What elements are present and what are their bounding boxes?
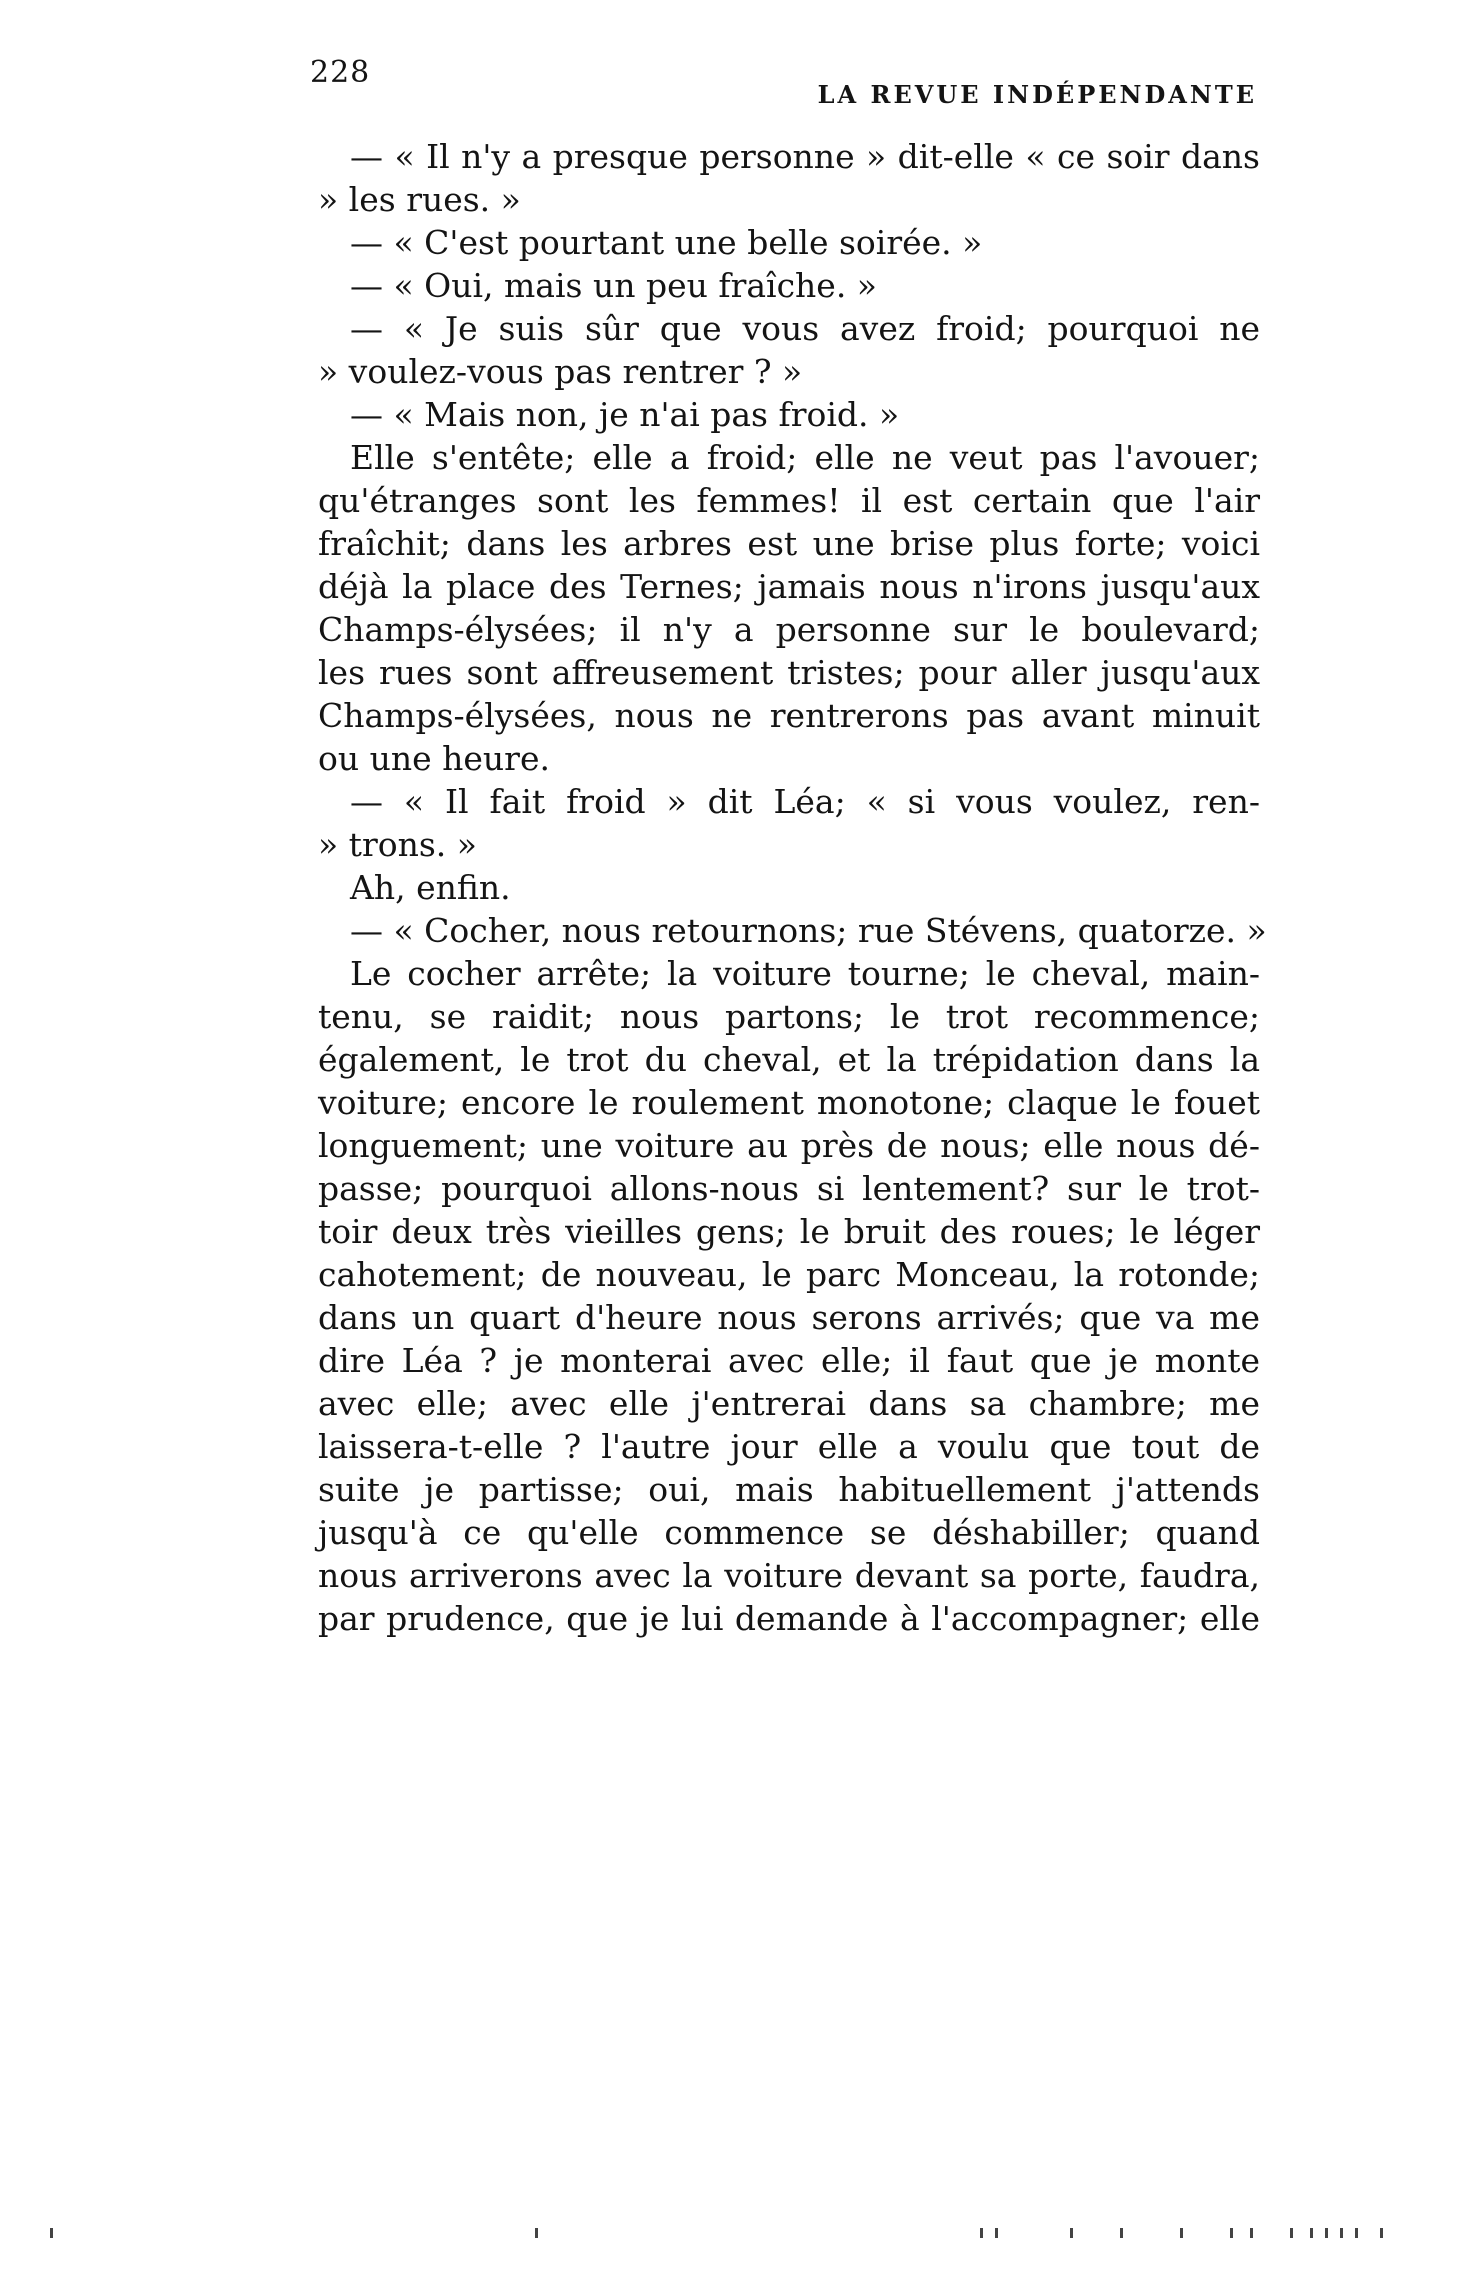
text-line: les rues sont affreusement tristes; pour aller jusqu'aux (318, 653, 1260, 692)
text-line: » trons. » (318, 825, 477, 864)
text-line: — « Il n'y a presque personne » dit-elle « ce soir dans (350, 137, 1260, 176)
text-line: — « Je suis sûr que vous avez froid; pourquoi ne (350, 309, 1260, 348)
text-line: — « C'est pourtant une belle soirée. » (350, 223, 983, 262)
text-line: Le cocher arrête; la voiture tourne; le cheval, main- (350, 954, 1260, 993)
text-line: voiture; encore le roulement monotone; claque le fouet (318, 1083, 1260, 1122)
text-line: passe; pourquoi allons-nous si lentement? sur le trot- (318, 1169, 1260, 1208)
text-line: laissera-t-elle ? l'autre jour elle a voulu que tout de (318, 1427, 1260, 1466)
scan-noise (40, 2228, 1440, 2240)
text-line: tenu, se raidit; nous partons; le trot recommence; (318, 997, 1260, 1036)
text-line: ou une heure. (318, 739, 550, 778)
text-line: fraîchit; dans les arbres est une brise plus forte; voici (318, 524, 1260, 563)
text-line: déjà la place des Ternes; jamais nous n'irons jusqu'aux (318, 567, 1260, 606)
text-line: longuement; une voiture au près de nous; elle nous dé- (318, 1126, 1260, 1165)
text-line: également, le trot du cheval, et la trépidation dans la (318, 1040, 1260, 1079)
text-line: » voulez-vous pas rentrer ? » (318, 352, 803, 391)
text-line: Champs-élysées; il n'y a personne sur le boulevard; (318, 610, 1260, 649)
text-line: nous arriverons avec la voiture devant sa porte, faudra, (318, 1556, 1260, 1595)
text-line: Ah, enfin. (350, 868, 511, 907)
running-head: LA REVUE INDÉPENDANTE (817, 80, 1257, 109)
body-text (318, 135, 1267, 1640)
text-line: cahotement; de nouveau, le parc Monceau, la rotonde; (318, 1255, 1260, 1294)
text-line: qu'étranges sont les femmes! il est certain que l'air (318, 481, 1260, 520)
text-line: jusqu'à ce qu'elle commence se déshabiller; quand (318, 1513, 1260, 1552)
text-line: avec elle; avec elle j'entrerai dans sa chambre; me (318, 1384, 1260, 1423)
text-line: — « Mais non, je n'ai pas froid. » (350, 395, 900, 434)
text-line: — « Il fait froid » dit Léa; « si vous voulez, ren- (350, 782, 1260, 821)
text-line: Elle s'entête; elle a froid; elle ne veut pas l'avouer; (350, 438, 1260, 477)
text-line: » les rues. » (318, 180, 521, 219)
text-line: dire Léa ? je monterai avec elle; il faut que je monte (318, 1341, 1260, 1380)
page-number: 228 (310, 55, 371, 90)
text-line: Champs-élysées, nous ne rentrerons pas avant minuit (318, 696, 1260, 735)
text-line: dans un quart d'heure nous serons arrivés; que va me (318, 1298, 1260, 1337)
text-line: toir deux très vieilles gens; le bruit des roues; le léger (318, 1212, 1260, 1251)
text-line: — « Cocher, nous retournons; rue Stévens, quatorze. » (350, 911, 1267, 950)
text-line: par prudence, que je lui demande à l'accompagner; elle (318, 1599, 1260, 1638)
text-line: — « Oui, mais un peu fraîche. » (350, 266, 878, 305)
text-line: suite je partisse; oui, mais habituellement j'attends (318, 1470, 1260, 1509)
